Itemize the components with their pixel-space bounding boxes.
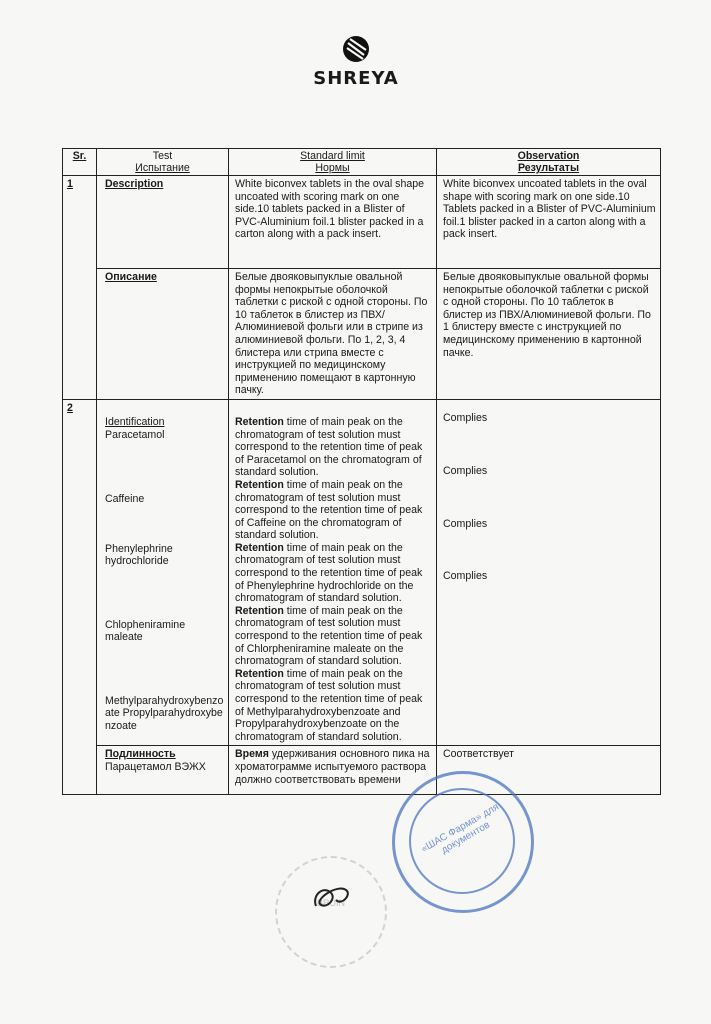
sr-cell-1: 1: [63, 176, 97, 400]
header-standard-limit: Standard limit Нормы: [229, 149, 437, 176]
blue-company-stamp: [392, 771, 534, 913]
test-name: Methylparahydroxybenzoate Propylparahydroxybenzoate: [105, 694, 224, 732]
signature-icon: [308, 876, 358, 916]
identification-label: Identification: [105, 415, 165, 428]
identification-standards: [229, 399, 437, 745]
standard-description-en: White biconvex tablets in the oval shape uncoated with scoring mark on one side.10 tablets packed in a Blister of PVC-Aluminium foil.1 blister packed in a carton along with a pack insert.: [229, 176, 437, 269]
standard-description-ru: Белые двояковыпуклые овальной формы непокрытые оболочкой таблетки с риской с одной стороны. По 10 таблеток в блистер из ПВХ/Алюминиевой фольги или в стрипе из алюминиевой фольги. По 1, 2, 3, 4 блистера или стрипа вместе с инструкцией по медицинскому применению помещают в картонную пачку.: [229, 269, 437, 400]
identification-observation-ru: Соответствует: [437, 746, 661, 795]
header-observation: Observation Результаты: [437, 149, 661, 176]
identification-observations: [437, 399, 661, 745]
grey-stamp-text: BRUIN: [316, 898, 345, 908]
header-sr: Sr.: [63, 149, 97, 176]
observation-description-en: White biconvex uncoated tablets in the oval shape with scoring mark on one side.10 Tablets packed in a Blister of PVC-Aluminium foil.1 blister packed in a carton along with a pack insert.: [437, 176, 661, 269]
specification-table: [62, 148, 661, 795]
standard-text: Retention time of main peak on the chromatogram of test solution must correspond to the retention time of peak of Caffeine on the chromatogram of standard solution.: [235, 478, 423, 542]
standard-text: Retention time of main peak on the chromatogram of test solution must correspond to the retention time of peak of Paracetamol on the chromatogram of standard solution.: [235, 415, 423, 479]
identification-row-en: [63, 399, 661, 745]
stamp-text: «ШАС Фарма» для документов: [419, 801, 501, 857]
sr-cell-2: 2: [63, 399, 97, 794]
identification-standard-ru: Время удерживания основного пика на хроматограмме испытуемого раствора должно соответствовать времени: [229, 746, 437, 795]
identification-tests: [97, 399, 229, 745]
identification-test-ru: Подлинность Парацетамол ВЭЖХ: [97, 746, 229, 795]
test-name: Paracetamol: [105, 428, 165, 441]
test-description-ru: Описание: [97, 269, 229, 400]
test-name: Caffeine: [105, 492, 145, 505]
company-name: SHREYA: [313, 68, 399, 89]
header-row: [63, 149, 661, 176]
description-row-en: [63, 176, 661, 269]
company-logo: [300, 34, 412, 89]
test-name: Chlopheniramine maleate: [105, 618, 186, 644]
header-test: Test Испытание: [97, 149, 229, 176]
shreya-logo-icon: [341, 34, 371, 64]
standard-text: Retention time of main peak on the chromatogram of test solution must correspond to the retention time of peak of Methylparahydroxybenzoate and Propylparahydroxybenzoate on the chromatogram of standard solution.: [235, 667, 423, 743]
test-description: Description: [97, 176, 229, 269]
identification-row-ru: [63, 746, 661, 795]
test-name: Phenylephrine hydrochloride: [105, 542, 173, 568]
result-text: Complies: [443, 464, 488, 477]
result-text: Complies: [443, 517, 488, 530]
result-text: Complies: [443, 411, 488, 424]
result-text: Complies: [443, 569, 488, 582]
description-row-ru: [63, 269, 661, 400]
standard-text: Retention time of main peak on the chromatogram of test solution must correspond to the retention time of peak of Chlorpheniramine maleate on the chromatogram of standard solution.: [235, 604, 423, 668]
observation-description-ru: Белые двояковыпуклые овальной формы непокрытые оболочкой таблетки с риской с одной стороны. По 10 таблеток в блистер из ПВХ/Алюминиевой фольги. По 1 блистеру вместе с инструкцией по медицинскому применению в картонной пачке.: [437, 269, 661, 400]
standard-text: Retention time of main peak on the chromatogram of test solution must correspond to the retention time of peak of Phenylephrine hydrochloride on the chromatogram of standard solution.: [235, 541, 423, 605]
